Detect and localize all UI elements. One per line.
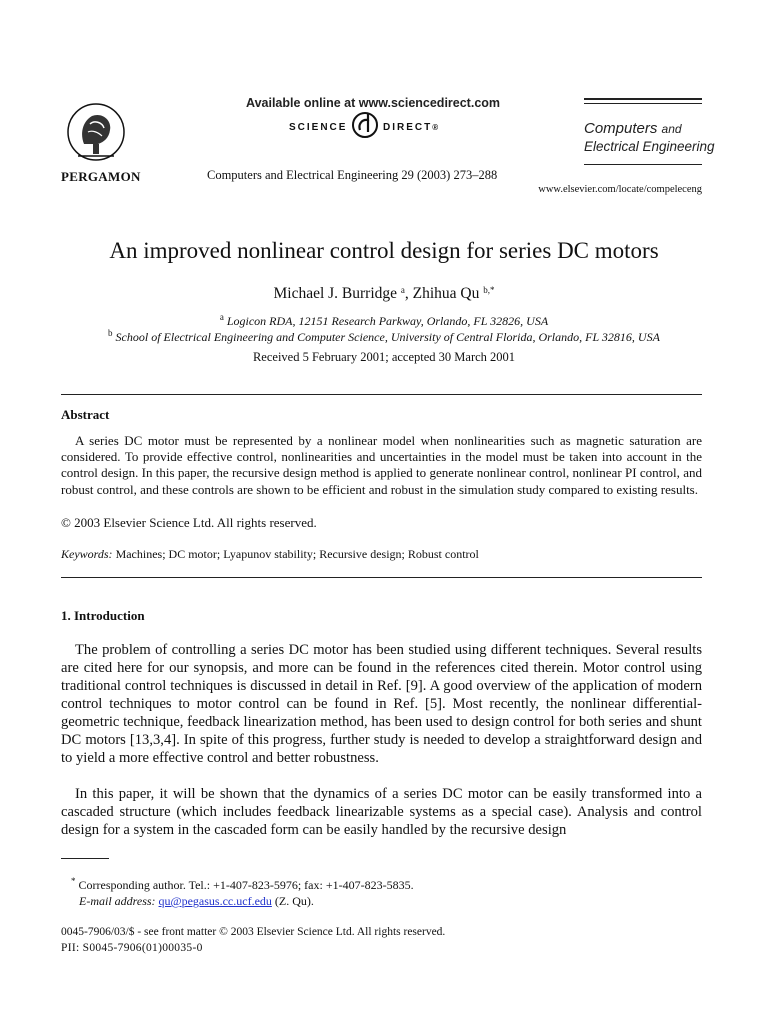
intro-heading: 1. Introduction — [61, 608, 145, 623]
article-title: An improved nonlinear control design for series DC motors — [109, 238, 659, 263]
affiliation-b — [0, 330, 768, 345]
pii-line: PII: S0045-7906(01)00035-0 — [61, 942, 203, 954]
sciencedirect-right-text: DIRECT — [383, 122, 433, 133]
abstract-bottom-rule — [61, 577, 702, 578]
email-suffix: (Z. Qu). — [274, 894, 314, 908]
journal-reference: Computers and Electrical Engineering 29 (2003) 273–288 — [207, 168, 498, 182]
footnote-rule — [61, 858, 109, 859]
abstract-heading: Abstract — [61, 407, 110, 422]
journal-title-and: and — [661, 122, 682, 136]
sciencedirect-left: SCIENCE — [289, 122, 348, 133]
journal-title-line1 — [584, 120, 682, 137]
footnote-email — [79, 893, 314, 909]
sciencedirect-right — [383, 122, 438, 133]
masthead-rule-3 — [584, 164, 702, 165]
keywords-label: Keywords: — [61, 547, 113, 561]
journal-url: www.elsevier.com/locate/compeleceng — [538, 184, 702, 195]
intro-paragraph-1: The problem of controlling a series DC motor has been studied using different techniques. Several results are cited here for our synopsis, and more can be found in the references cited therein. Motor control using traditional control techniques is discussed in detail in Ref. [9]. A good overview of the application of modern control techniques to motor control can be found in Ref. [5]. Most recently, the nonlinear differential-geometric technique, feedback linearization method, has been used to design control for both series and shunt DC motors [13,3,4]. In spite of this progress, further study is needed to develop a straightforward design and to yield a more effective control and better robustness. — [61, 642, 702, 766]
footnote-corresponding-text: Corresponding author. Tel.: +1-407-823-5976; fax: +1-407-823-5835. — [78, 878, 414, 892]
sciencedirect-d-icon — [350, 110, 380, 140]
masthead-rule-1 — [584, 98, 702, 100]
footnote-star: * — [71, 876, 76, 886]
affiliation-b-text: School of Electrical Engineering and Computer Science, University of Central Florida, Orlando, FL 32816, USA — [115, 330, 660, 344]
keywords-line — [61, 547, 479, 562]
abstract-copyright: © 2003 Elsevier Science Ltd. All rights reserved. — [61, 515, 317, 530]
author-burridge: Michael J. Burridge — [273, 285, 398, 302]
journal-title-line2: Electrical Engineering — [584, 139, 715, 154]
elsevier-logo-icon — [64, 100, 128, 164]
email-link[interactable]: qu@pegasus.cc.ucf.edu — [158, 894, 272, 908]
abstract-text: A series DC motor must be represented by a nonlinear model when nonlinearities such as magnetic saturation are considered. To provide effective control, nonlinearities and uncertainties in the model must be taken into account in the control design. In this paper, the recursive design method is applied to generate nonlinear control, nonlinear PI control, and robust control, and these controls are shown to be efficient and robust in the simulation study compared to existing results. — [61, 433, 702, 497]
keywords-list: Machines; DC motor; Lyapunov stability; Recursive design; Robust control — [115, 547, 479, 561]
footnote-corresponding — [71, 877, 414, 893]
email-label: E-mail address: — [79, 894, 156, 908]
abstract-top-rule — [61, 394, 702, 395]
intro-paragraph-2: In this paper, it will be shown that the dynamics of a series DC motor can be easily transformed into a cascaded structure (which includes feedback linearizable systems as a special case). Analysis and control design for a system in the cascaded form can be easily handled by the recursive design — [61, 786, 702, 838]
author-qu: Zhihua Qu — [412, 285, 480, 302]
available-online-text: Available online at www.sciencedirect.com — [246, 96, 501, 110]
author-qu-affil: b,* — [483, 285, 495, 295]
affiliation-a-mark: a — [219, 312, 224, 322]
affiliation-a — [0, 314, 768, 329]
author-burridge-affil: a — [400, 285, 405, 295]
affiliation-a-text: Logicon RDA, 12151 Research Parkway, Orlando, FL 32826, USA — [226, 314, 549, 328]
affiliation-b-mark: b — [108, 328, 113, 338]
author-line: Michael J. Burridge $^a$, Zhihua Qu $^{b,*}$ — [273, 285, 495, 302]
journal-title-computers: Computers — [584, 120, 658, 137]
front-matter-line: 0045-7906/03/$ - see front matter © 2003 Elsevier Science Ltd. All rights reserved. — [61, 926, 446, 938]
masthead-rule-2 — [584, 103, 702, 104]
received-dates: Received 5 February 2001; accepted 30 March 2001 — [252, 350, 516, 364]
publisher-name: PERGAMON — [61, 169, 141, 184]
registered-mark: ® — [432, 123, 439, 132]
